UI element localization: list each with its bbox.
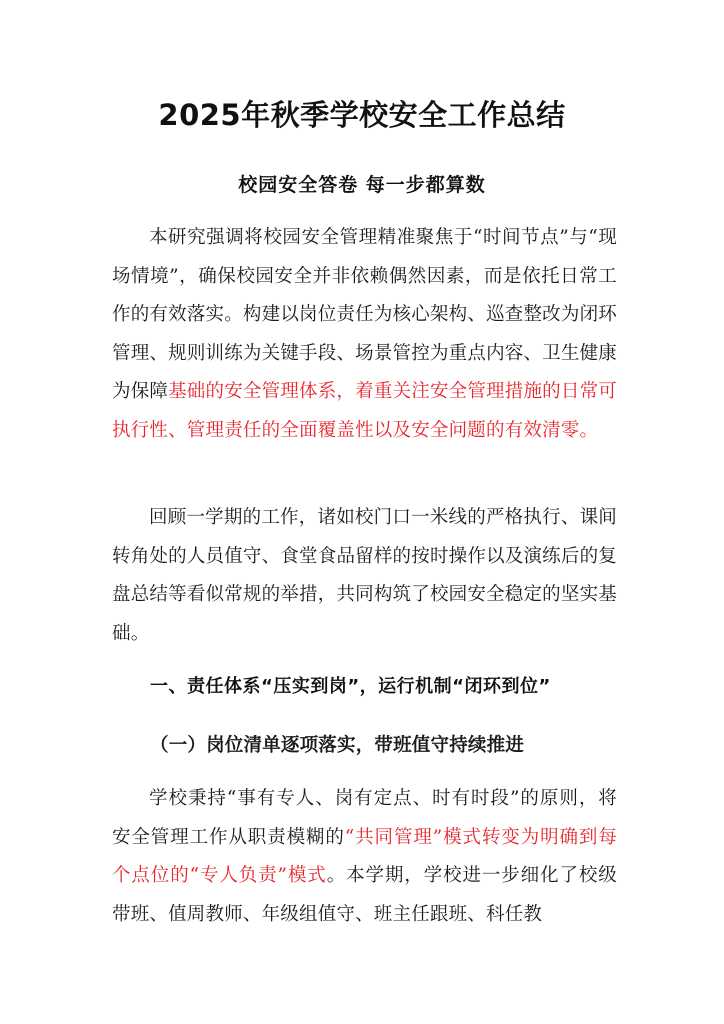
document-subtitle: 校园安全答卷 每一步都算数 bbox=[238, 174, 486, 196]
paragraph-responsibility-highlight: “共同管理”模式转变为明确到每个点位的“专人负责”模式 bbox=[112, 826, 617, 886]
paragraph-intro-highlight: 基础的安全管理体系，着重关注安全管理措施的日常可执行性、管理责任的全面覆盖性以及安全问题的有效清零。 bbox=[112, 381, 617, 441]
paragraph-intro bbox=[112, 219, 617, 450]
paragraph-responsibility-text-end: 。本学期，学校进一步细化了校级带班、值周教师、年级组值守、班主任跟班、科任教 bbox=[112, 865, 617, 925]
paragraph-intro-text: 本研究强调将校园安全管理精准聚焦于“时间节点”与“现场情境”，确保校园安全并非依赖偶然因素，而是依托日常工作的有效落实。构建以岗位责任为核心架构、巡查整改为闭环管理、规则训练为关键手段、场景管控为重点内容、卫生健康为保障 bbox=[112, 227, 617, 402]
paragraph-review: 回顾一学期的工作，诸如校门口一米线的严格执行、课间转角处的人员值守、食堂食品留样的按时操作以及演练后的复盘总结等看似常规的举措，共同构筑了校园安全稳定的坚实基础。 bbox=[112, 507, 617, 644]
paragraph-responsibility bbox=[112, 780, 617, 934]
paragraph-responsibility-text-start: 学校秉持“事有专人、岗有定点、时有时段”的原则，将安全管理工作从职责模糊的 bbox=[112, 788, 617, 848]
subsection-heading-1: （一）岗位清单逐项落实，带班值守持续推进 bbox=[150, 735, 525, 756]
document-title: 2025年秋季学校安全工作总结 bbox=[158, 98, 566, 132]
section-heading-1: 一、责任体系“压实到岗”，运行机制“闭环到位” bbox=[150, 676, 551, 697]
